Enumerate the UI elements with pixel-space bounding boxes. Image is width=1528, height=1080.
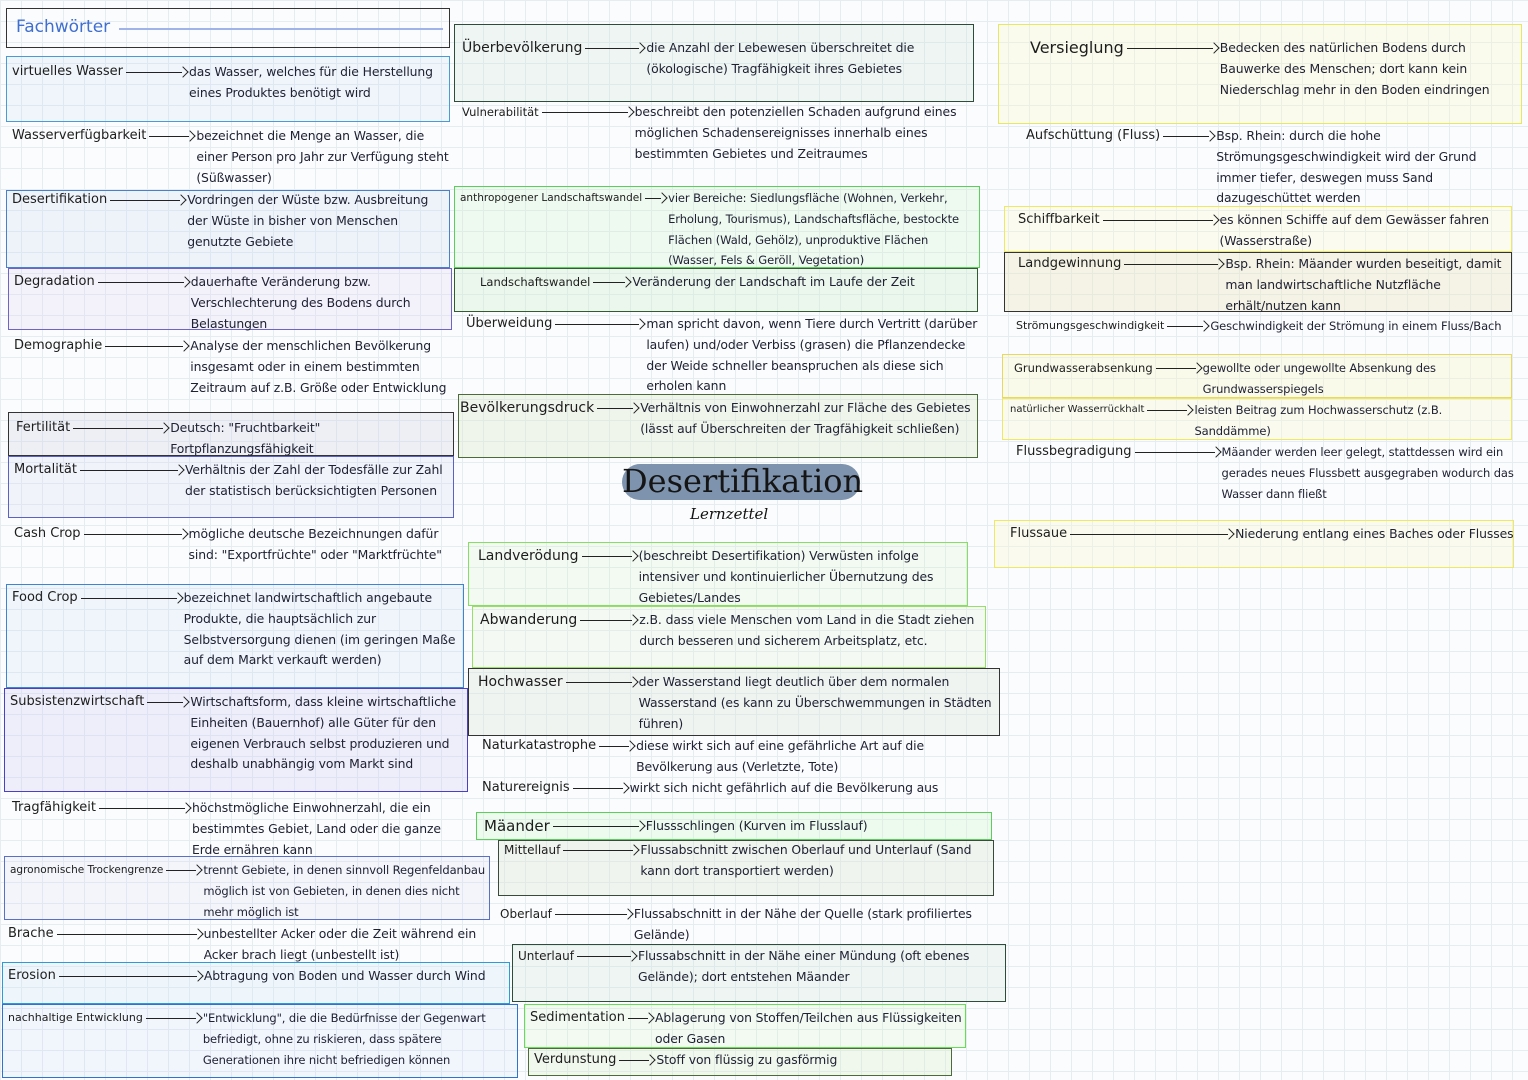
definition: diese wirkt sich auf eine gefährliche Art auf die Bevölkerung aus (Verletzte, Tote) (636, 738, 925, 774)
arrow-icon (1160, 126, 1216, 146)
arrow-icon (539, 102, 635, 122)
left-entry-5 (10, 418, 454, 456)
definition: Verhältnis von Einwohnerzahl zur Fläche des Gebietes (lässt auf Überschreiten der Tragfähigkeit schließen) (640, 400, 971, 436)
mid-entry-6 (472, 546, 968, 606)
definition: der Wasserstand liegt deutlich über dem normalen Wasserstand (es kann zu Überschwemmungen in Städten führen) (638, 674, 992, 731)
definition: Veränderung der Landschaft im Laufe der Zeit (632, 274, 915, 289)
arrow-icon (560, 840, 640, 860)
definition: Flussabschnitt zwischen Oberlauf und Unterlauf (Sand kann dort transportiert werden) (640, 842, 972, 878)
right-entry-2 (1012, 210, 1512, 252)
term: virtuelles Wasser (12, 64, 123, 79)
term: Wasserverfügbarkeit (12, 128, 147, 143)
arrow-icon (77, 460, 185, 480)
arrow-icon (590, 272, 632, 292)
term: Desertifikation (12, 192, 108, 207)
definition: bezeichnet die Menge an Wasser, die einer Person pro Jahr zur Verfügung steht (Süßwasser) (196, 128, 449, 185)
arrow-icon (1132, 442, 1222, 462)
left-entry-13 (2, 966, 510, 1004)
term: Abwanderung (480, 612, 578, 628)
mid-entry-2 (456, 188, 980, 268)
term: Unterlauf (518, 949, 574, 963)
definition: z.B. dass viele Menschen vom Land in die Stadt ziehen durch besseren und sicherem Arbeitsplatz, etc. (639, 612, 975, 648)
definition: man spricht davon, wenn Tiere durch Vertritt (darüber laufen) und/oder Verbiss (grasen) die Pflanzendecke der Weide schneller beanspruchen als diese sich erholen kann (646, 316, 978, 394)
mid-entry-16 (528, 1050, 952, 1076)
left-entry-3 (8, 272, 452, 330)
definition: vier Bereiche: Siedlungsfläche (Wohnen, Verkehr, Erholung, Tourismus), Landschaftsfläche, bestockte Flächen (Wald, Gehölz), unproduktive Flächen (Wasser, Fels & Geröll, Vegetation) (668, 191, 960, 268)
term: Verdunstung (534, 1052, 617, 1067)
term: Landgewinnung (1018, 256, 1122, 271)
arrow-icon (1100, 210, 1220, 230)
definition: Verhältnis der Zahl der Todesfälle zur Zahl der statistisch berücksichtigten Personen (184, 462, 443, 498)
definition: Deutsch: "Fruchtbarkeit" Fortpflanzungsfähigkeit (170, 420, 321, 456)
mid-entry-8 (472, 672, 1000, 736)
arrow-icon (96, 798, 192, 818)
definition: Mäander werden leer gelegt, stattdessen wird ein gerades neues Flussbett ausgegraben wodurch das Wasser dann fließt (1221, 445, 1514, 501)
term: Naturkatastrophe (482, 738, 597, 753)
arrow-icon (78, 588, 184, 608)
term: Demographie (14, 338, 103, 353)
term: Oberlauf (500, 907, 552, 921)
arrow-icon (1153, 358, 1203, 378)
header-title: Fachwörter (16, 17, 111, 37)
definition: "Entwicklung", die die Bedürfnisse der Gegenwart befriedigt, ohne zu riskieren, dass spätere Generationen ihre nicht befriedigen können (202, 1011, 486, 1067)
right-entry-5 (1008, 358, 1512, 398)
term: Subsistenzwirtschaft (10, 694, 145, 709)
term: Sedimentation (530, 1010, 625, 1025)
mid-entry-14 (512, 946, 1006, 1002)
title-banner (622, 462, 864, 500)
term: Landschaftswandel (480, 275, 591, 289)
term: Degradation (14, 274, 95, 289)
right-entry-1 (1020, 126, 1516, 206)
arrow-icon (143, 1008, 203, 1028)
definition: Flussabschnitt in der Nähe der Quelle (stark profiliertes Gelände) (633, 906, 972, 942)
arrow-icon (95, 272, 191, 292)
term: Grundwasserabsenkung (1014, 361, 1153, 375)
arrow-icon (1144, 400, 1194, 420)
term: Vulnerabilität (462, 105, 539, 119)
term: Aufschüttung (Fluss) (1026, 128, 1161, 143)
term: Versieglung (1030, 38, 1124, 57)
definition: Bsp. Rhein: durch die hohe Strömungsgeschwindigkeit wird der Grund immer tiefer, deswegen muss Sand dazugeschüttet werden (1216, 128, 1477, 206)
term: Mäander (484, 817, 550, 835)
mid-entry-10 (476, 778, 1006, 812)
arrow-icon (579, 546, 639, 566)
arrow-icon (642, 188, 668, 208)
right-entry-4 (1010, 316, 1512, 354)
term: Überbevölkerung (462, 40, 583, 56)
definition: Vordringen der Wüste bzw. Ausbreitung der Wüste in bisher von Menschen genutzte Gebiete (187, 192, 429, 249)
mid-entry-11 (478, 816, 992, 840)
term: Mortalität (14, 462, 77, 477)
arrow-icon (70, 418, 170, 438)
left-entry-14 (2, 1008, 518, 1078)
definition: Ablagerung von Stoffen/Teilchen aus Flüssigkeiten oder Gasen (654, 1010, 962, 1046)
arrow-icon (552, 904, 634, 924)
left-entry-10 (6, 798, 464, 856)
right-entry-0 (1024, 38, 1522, 124)
term: Erosion (8, 968, 56, 983)
left-entry-12 (2, 924, 498, 962)
term: nachhaltige Entwicklung (8, 1011, 143, 1024)
right-entry-8 (1004, 524, 1514, 568)
mid-entry-4 (460, 314, 978, 394)
arrow-icon (552, 314, 646, 334)
definition: beschreibt den potenziellen Schaden aufgrund eines möglichen Schadensereignisses innerhalb eines bestimmten Gebietes und Zeitraumes (634, 104, 957, 161)
definition: Flussschlingen (Kurven im Flusslauf) (645, 818, 868, 833)
definition: Bsp. Rhein: Mäander wurden beseitigt, damit man landwirtschaftliche Nutzfläche erhält/nutzen kann (1225, 256, 1502, 313)
definition: es können Schiffe auf dem Gewässer fahren (Wasserstraße) (1219, 212, 1490, 248)
term: Mittellauf (504, 843, 561, 857)
definition: Niederung entlang eines Baches oder Flusses (1235, 526, 1514, 541)
arrow-icon (146, 126, 196, 146)
definition: dauerhafte Veränderung bzw. Verschlechterung des Bodens durch Belastungen (190, 274, 411, 331)
definition: unbestellter Acker oder die Zeit während ein Acker brach liegt (unbestellt ist) (203, 926, 477, 962)
term: agronomische Trockengrenze (10, 864, 164, 876)
left-entry-1 (6, 126, 450, 188)
term: Brache (8, 926, 54, 941)
arrow-icon (123, 62, 189, 82)
arrow-icon (596, 736, 636, 756)
term: anthropogener Landschaftswandel (460, 192, 643, 204)
arrow-icon (577, 610, 639, 630)
header-underline (119, 28, 443, 30)
term: Tragfähigkeit (12, 800, 97, 815)
left-entry-6 (8, 460, 452, 518)
term: Flussaue (1010, 526, 1068, 541)
arrow-icon (582, 38, 646, 58)
arrow-icon (163, 860, 203, 880)
definition: Bedecken des natürlichen Bodens durch Bauwerke des Menschen; dort kann kein Niederschlag mehr in den Boden eindringen (1219, 40, 1490, 97)
definition: Stoff von flüssig zu gasförmig (656, 1052, 838, 1067)
mid-entry-0 (456, 38, 974, 102)
right-entry-7 (1010, 442, 1516, 518)
left-entry-2 (6, 190, 450, 268)
subtitle: Lernzettel (690, 505, 769, 523)
arrow-icon (550, 816, 646, 836)
arrow-icon (102, 336, 190, 356)
left-entry-0 (6, 62, 450, 122)
definition: Flussabschnitt in der Nähe einer Mündung (oft ebenes Gelände); dort entstehen Mäander (637, 948, 970, 984)
arrow-icon (56, 966, 204, 986)
arrow-icon (570, 778, 630, 798)
left-entry-4 (8, 336, 452, 412)
term: Cash Crop (14, 526, 81, 541)
definition: trennt Gebiete, in denen sinnvoll Regenfeldanbau möglich ist von Gebieten, in denen dies nicht mehr möglich ist (203, 863, 486, 919)
arrow-icon (81, 524, 189, 544)
term: Bevölkerungsdruck (460, 400, 595, 416)
mid-entry-5 (458, 398, 978, 458)
header-box (6, 8, 450, 48)
definition: leisten Beitrag zum Hochwasserschutz (z.B. Sanddämme) (1194, 403, 1443, 438)
mid-entry-15 (524, 1008, 966, 1048)
mid-entry-13 (494, 904, 1000, 944)
arrow-icon (625, 1008, 655, 1028)
left-entry-11 (4, 860, 490, 920)
arrow-icon (1121, 254, 1225, 274)
arrow-icon (144, 692, 190, 712)
term: Überweidung (466, 316, 553, 331)
arrow-icon (54, 924, 204, 944)
mid-entry-3 (474, 272, 978, 312)
term: natürlicher Wasserrückhalt (1010, 404, 1145, 415)
arrow-icon (1124, 38, 1220, 58)
term: Flussbegradigung (1016, 444, 1132, 459)
left-entry-7 (8, 524, 452, 584)
definition: gewollte oder ungewollte Absenkung des Grundwasserspiegels (1202, 361, 1436, 396)
main-title: Desertifikation (622, 462, 864, 500)
definition: Wirtschaftsform, dass kleine wirtschaftliche Einheiten (Bauernhof) alle Güter für den eigenen Verbrauch selbst produzieren und deshalb unabhängig vom Markt sind (190, 694, 457, 772)
definition: bezeichnet landwirtschaftlich angebaute Produkte, die hauptsächlich zur Selbstversorgung dienen (im geringen Maße auf dem Markt verkauft werden) (183, 590, 456, 668)
definition: Geschwindigkeit der Strömung in einem Fluss/Bach (1210, 319, 1502, 333)
arrow-icon (1067, 524, 1235, 544)
mid-entry-12 (498, 840, 994, 896)
term: Landverödung (478, 548, 579, 564)
term: Fertilität (16, 420, 71, 435)
arrow-icon (574, 946, 638, 966)
definition: Analyse der menschlichen Bevölkerung insgesamt oder in einem bestimmten Zeitraum auf z.B. Größe oder Entwicklung (190, 338, 447, 395)
definition: wirkt sich nicht gefährlich auf die Bevölkerung aus (629, 780, 939, 795)
left-entry-9 (4, 692, 468, 792)
definition: mögliche deutsche Bezeichnungen dafür sind: "Exportfrüchte" oder "Marktfrüchte" (188, 526, 442, 562)
definition: (beschreibt Desertifikation) Verwüsten infolge intensiver und kontinuierlicher Übernutzung des Gebietes/Landes (638, 548, 934, 605)
arrow-icon (594, 398, 640, 418)
arrow-icon (616, 1050, 656, 1070)
term: Schiffbarkeit (1018, 212, 1100, 227)
definition: höchstmögliche Einwohnerzahl, die ein bestimmtes Gebiet, Land oder die ganze Erde ernähren kann (192, 800, 441, 857)
term: Naturereignis (482, 780, 570, 795)
arrow-icon (107, 190, 187, 210)
arrow-icon (1164, 316, 1210, 336)
arrow-icon (563, 672, 639, 692)
left-entry-8 (6, 588, 464, 688)
definition: Abtragung von Boden und Wasser durch Wind (203, 968, 486, 983)
mid-entry-1 (456, 102, 974, 186)
definition: die Anzahl der Lebewesen überschreitet die (ökologische) Tragfähigkeit ihres Gebietes (646, 40, 915, 76)
right-entry-3 (1012, 254, 1512, 312)
term: Food Crop (12, 590, 78, 605)
term: Hochwasser (478, 674, 563, 690)
mid-entry-9 (476, 736, 1000, 776)
right-entry-6 (1004, 400, 1512, 440)
term: Strömungsgeschwindigkeit (1016, 319, 1165, 332)
mid-entry-7 (474, 610, 986, 668)
definition: das Wasser, welches für die Herstellung eines Produktes benötigt wird (189, 64, 433, 100)
